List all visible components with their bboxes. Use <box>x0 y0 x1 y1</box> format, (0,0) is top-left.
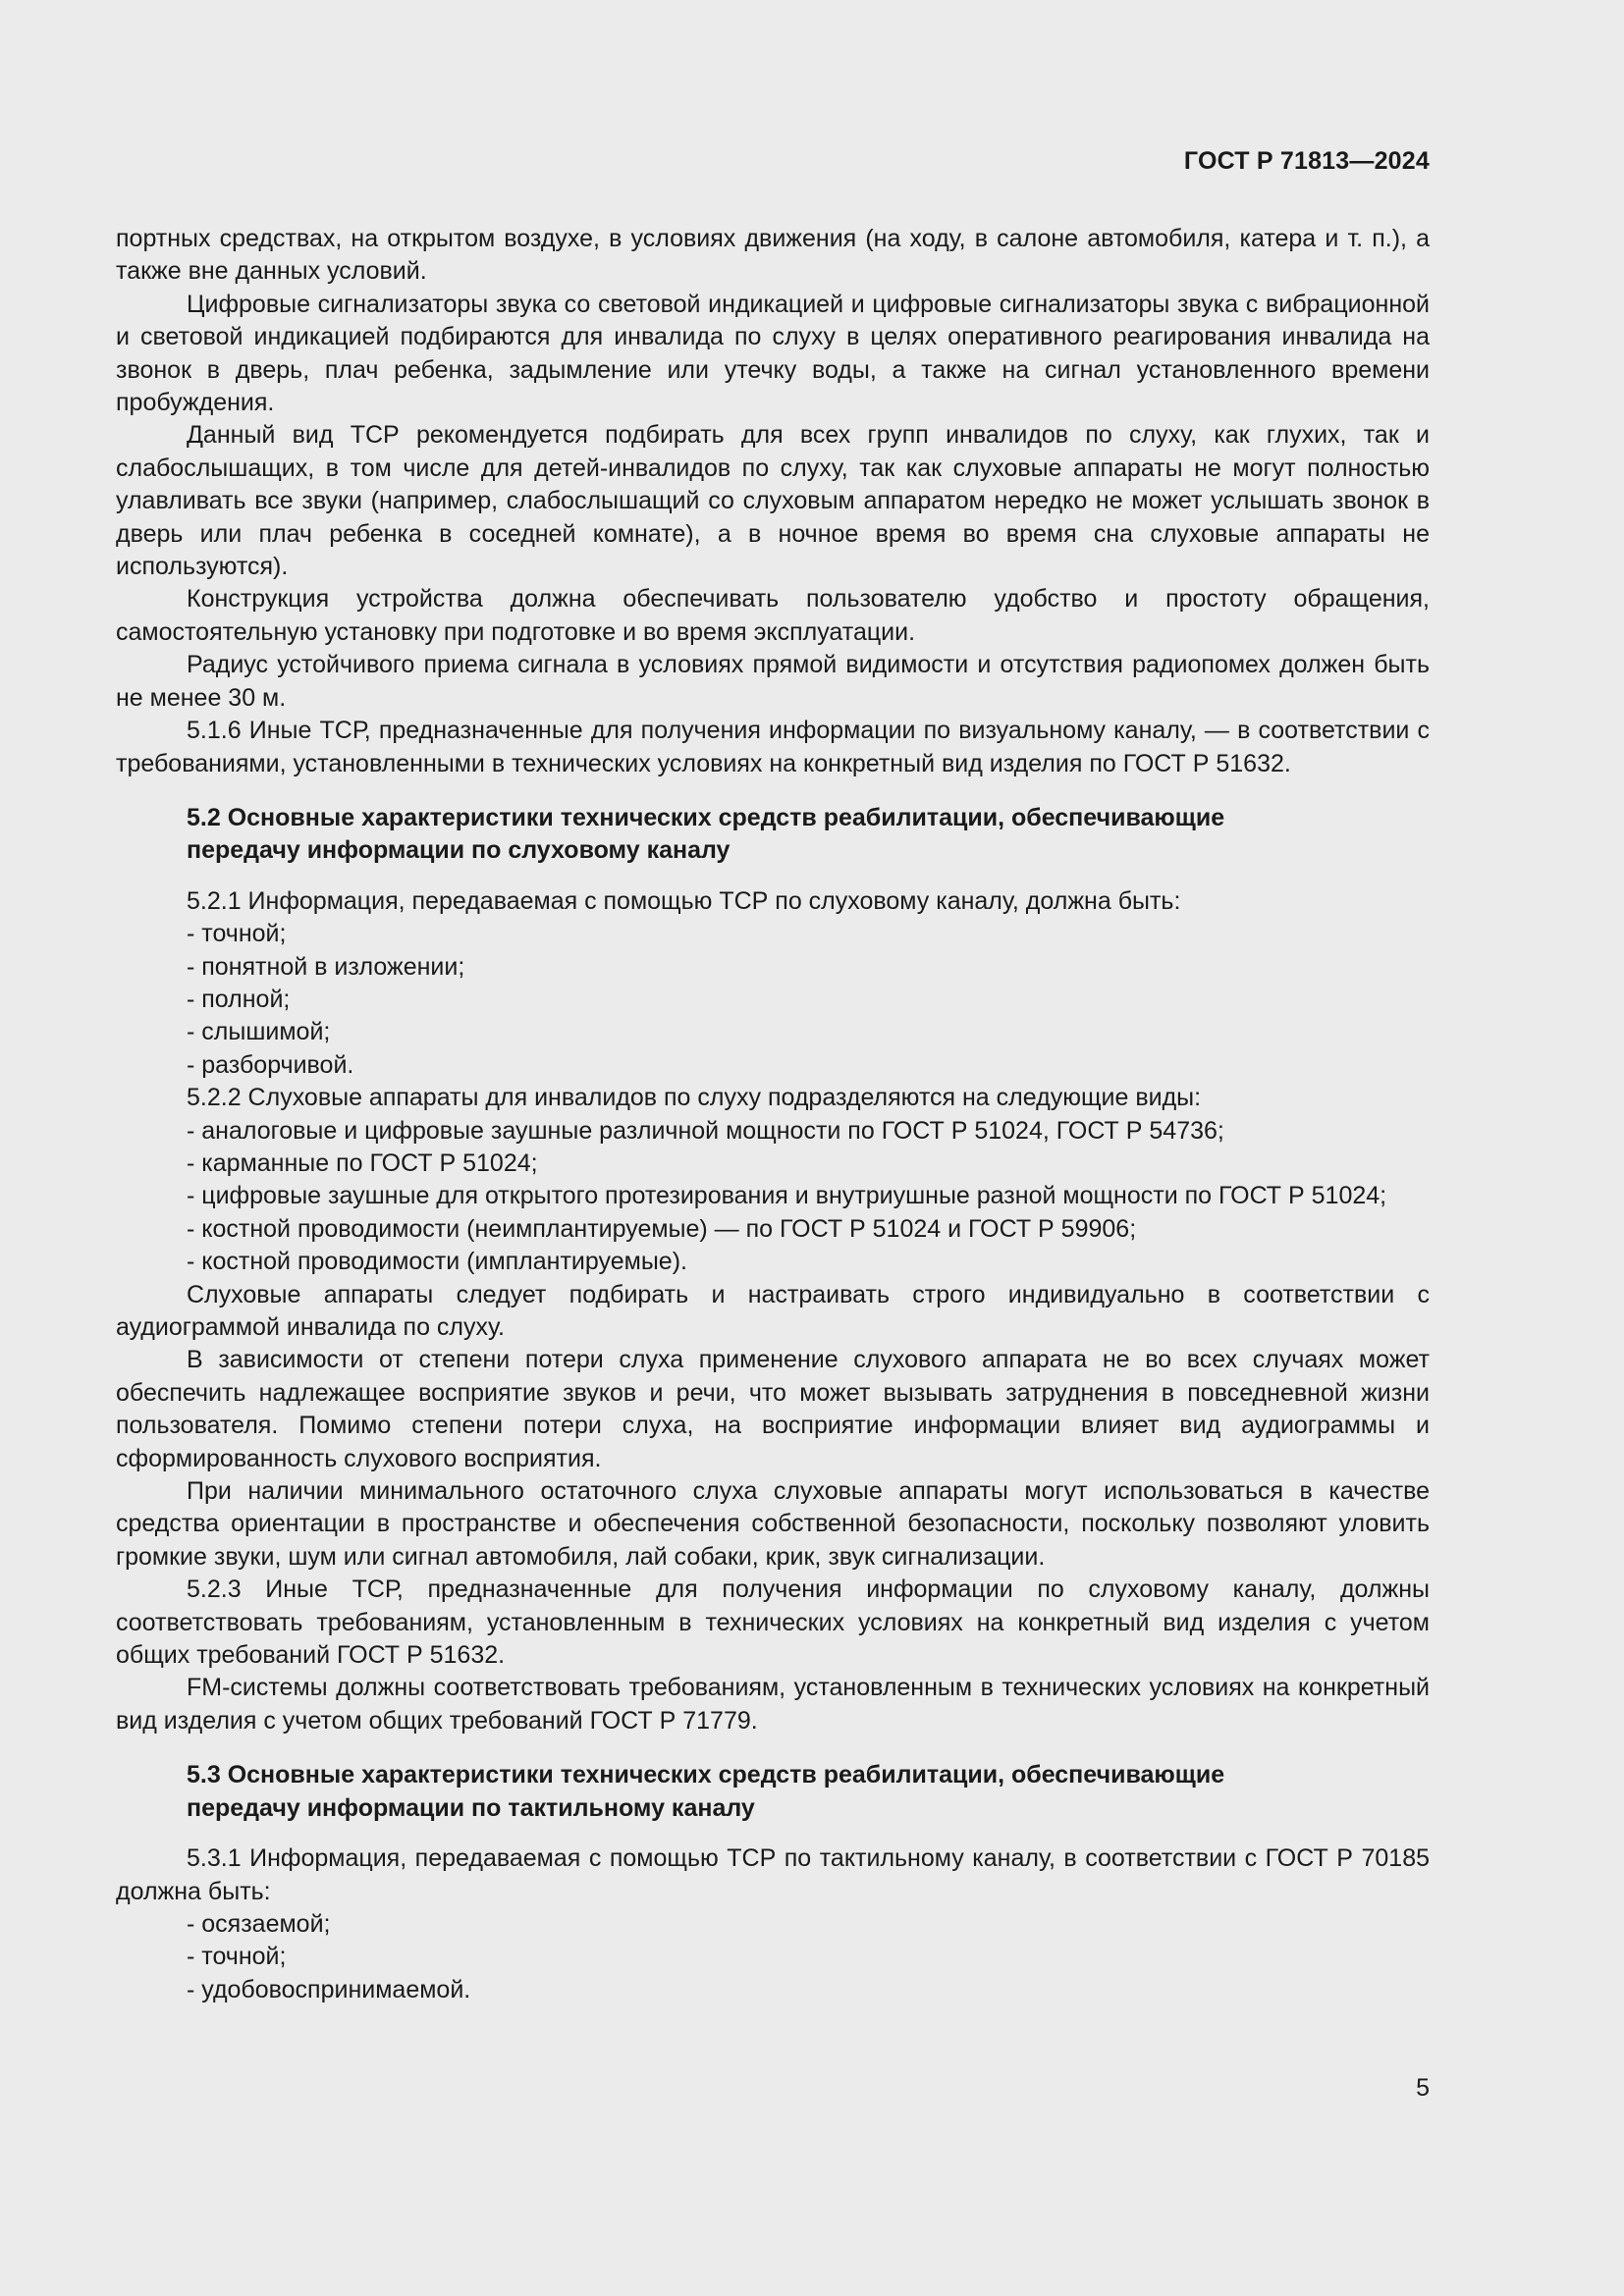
clause-5-3-1: 5.3.1 Информация, передаваемая с помощью ТСР по тактильному каналу, в соответствии с ГОСТ Р 70185 должна быть: <box>116 1844 1430 1905</box>
clause-5-2-3: 5.2.3 Иные ТСР, предназначенные для получения информации по слуховому каналу, должны соответствовать требованиям, установленным в технических условиях на конкретный вид изделия с учетом общих требований ГОСТ Р 51632. <box>116 1575 1430 1670</box>
paragraph: портных средствах, на открытом воздухе, в условиях движения (на ходу, в салоне автомобиля, катера и т. п.), а также вне данных условий. <box>116 225 1430 286</box>
list-item: - костной проводимости (имплантируемые). <box>187 1248 687 1276</box>
section-heading-5-3 <box>116 1759 1430 1825</box>
paragraph: При наличии минимального остаточного слуха слуховые аппараты могут использоваться в качестве средства ориентации в пространстве и обеспечения собственной безопасности, поскольку позволяют уловить громкие звуки, шум или сигнал автомобиля, лай собаки, крик, звук сигнализации. <box>116 1477 1430 1571</box>
list-item: - точной; <box>187 920 287 948</box>
paragraph: Конструкция устройства должна обеспечивать пользователю удобство и простоту обращения, самостоятельную установку при подготовке и во время эксплуатации. <box>116 585 1430 646</box>
clause-5-2-1: 5.2.1 Информация, передаваемая с помощью ТСР по слуховому каналу, должна быть: <box>187 886 1181 915</box>
list-item: - полной; <box>187 985 291 1013</box>
page-content <box>116 223 1430 2006</box>
paragraph: Радиус устойчивого приема сигнала в условиях прямой видимости и отсутствия радиопомех должен быть не менее 30 м. <box>116 651 1430 712</box>
section-heading-5-2 <box>116 802 1430 868</box>
section-heading-line: 5.2 Основные характеристики технических средств реабилитации, обеспечивающие <box>187 803 1225 831</box>
list-item: - цифровые заушные для открытого протезирования и внутриушные разной мощности по ГОСТ Р 51024; <box>187 1182 1387 1210</box>
section-heading-line: передачу информации по слуховому каналу <box>187 836 731 865</box>
paragraph: Данный вид ТСР рекомендуется подбирать для всех групп инвалидов по слуху, как глухих, так и слабослышащих, в том числе для детей-инвалидов по слуху, так как слуховые аппараты не могут полностью улавливать все звуки (например, слабослышащий со слуховым аппаратом нередко не может услышать звонок в дверь или плач ребенка в соседней комнате), а в ночное время во время сна слуховые аппараты не используются). <box>116 421 1430 581</box>
list-item: - понятной в изложении; <box>187 952 465 981</box>
list-item: - осязаемой; <box>187 1909 331 1938</box>
list-item: - костной проводимости (неимплантируемые) — по ГОСТ Р 51024 и ГОСТ Р 59906; <box>187 1214 1137 1243</box>
document-number-header: ГОСТ Р 71813—2024 <box>1183 147 1430 175</box>
list-item: - разборчивой. <box>187 1050 354 1079</box>
clause-5-1-6: 5.1.6 Иные ТСР, предназначенные для получения информации по визуальному каналу, — в соответствии с требованиями, установленными в технических условиях на конкретный вид изделия по ГОСТ Р 51632. <box>116 717 1430 777</box>
list-item: - аналоговые и цифровые заушные различной мощности по ГОСТ Р 51024, ГОСТ Р 54736; <box>187 1116 1224 1145</box>
clause-5-2-2: 5.2.2 Слуховые аппараты для инвалидов по слуху подразделяются на следующие виды: <box>187 1084 1202 1112</box>
page-number: 5 <box>1416 2074 1430 2102</box>
list-item: - точной; <box>187 1943 287 1971</box>
paragraph: Слуховые аппараты следует подбирать и настраивать строго индивидуально в соответствии с аудиограммой инвалида по слуху. <box>116 1280 1430 1341</box>
paragraph: FM-системы должны соответствовать требованиям, установленным в технических условиях на конкретный вид изделия с учетом общих требований ГОСТ Р 71779. <box>116 1674 1430 1735</box>
list-item: - удобовоспринимаемой. <box>187 1975 471 2003</box>
paragraph: В зависимости от степени потери слуха применение слухового аппарата не во всех случаях может обеспечить надлежащее восприятие звуков и речи, что может вызывать затруднения в повседневной жизни пользователя. Помимо степени потери слуха, на восприятие информации влияет вид аудиограммы и сформированность слухового восприятия. <box>116 1346 1430 1472</box>
section-heading-line: передачу информации по тактильному каналу <box>187 1793 755 1822</box>
list-item: - карманные по ГОСТ Р 51024; <box>187 1148 538 1177</box>
paragraph: Цифровые сигнализаторы звука со световой индикацией и цифровые сигнализаторы звука с вибрационной и световой индикацией подбираются для инвалида по слуху в целях оперативного реагирования инвалида на звонок в дверь, плач ребенка, задымление или утечку воды, а также на сигнал установленного времени пробуждения. <box>116 290 1430 417</box>
section-heading-line: 5.3 Основные характеристики технических средств реабилитации, обеспечивающие <box>187 1761 1225 1789</box>
list-item: - слышимой; <box>187 1018 331 1046</box>
